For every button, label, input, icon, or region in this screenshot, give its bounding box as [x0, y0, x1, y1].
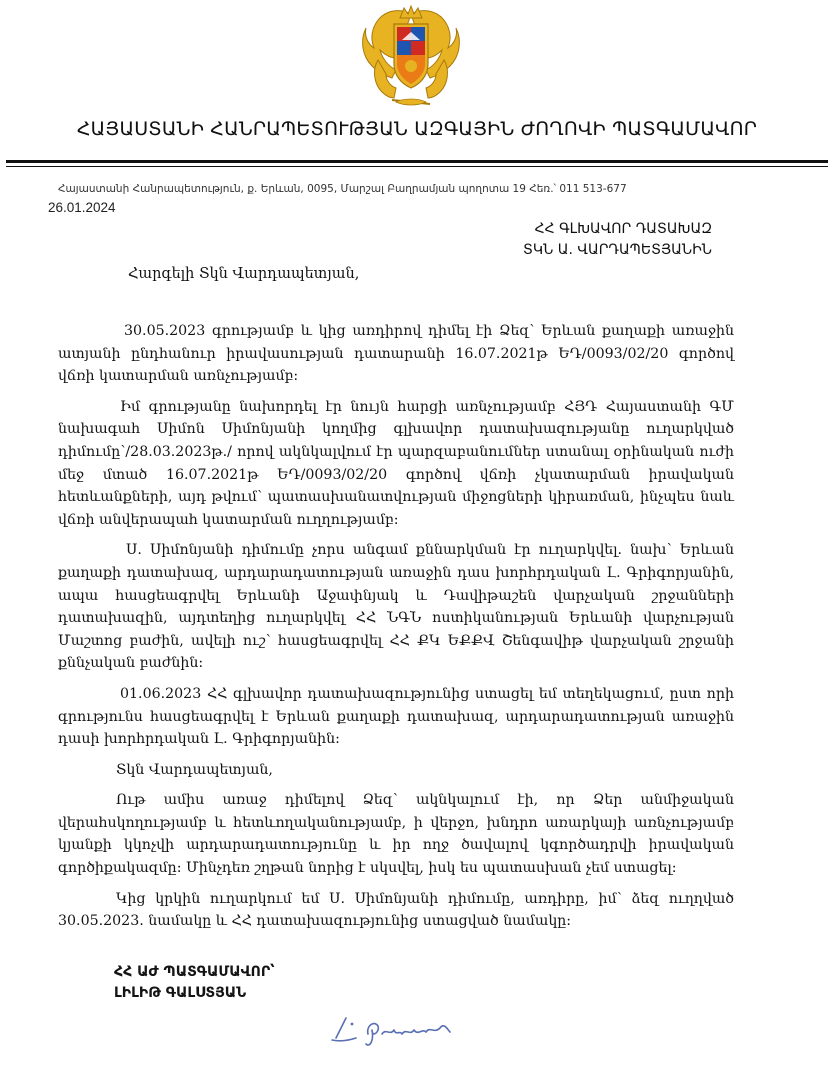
- paragraph: Ութ ամիս առաջ դիմելով Ձեզ՝ ակնկալում էի, որ Ձեր անմիջական վերահսկողությամբ և հետևողականությամբ, ի վերջո, խնդրո առարկայի առնչությամբ կյանքի կկոչվի արդարադատությունը և իր ողջ ծավալով կգործադրվի իրավական գործիքակազմը: Մինչդեռ շղթան նորից է սկսվել, իսկ ես պատասխան չեմ ստացել:: [58, 792, 734, 877]
- paragraph: Տկն Վարդապետյան,: [116, 761, 273, 778]
- salutation: Հարգելի Տկն Վարդապետյան,: [128, 266, 360, 282]
- paragraph: 01.06.2023 ՀՀ գլխավոր դատախազությունից ստացել եմ տեղեկացում, ըստ որի գրությունս հասցեագրվել է Երևան քաղաքի դատախազ, արդարադատության առաջին դասի խորհրդական Լ. Գրիգորյանին:: [58, 685, 734, 748]
- header-divider-thick: [6, 160, 828, 163]
- paragraph: Կից կրկին ուղարկում եմ Ս. Սիմոնյանի դիմումը, առդիրը, իմ՝ ձեզ ուղղված 30.05.2023. նամակը և ՀՀ դատախազությունից ստացված նամակը:: [58, 890, 734, 930]
- letter-date: 26.01.2024: [48, 200, 116, 215]
- letter-body: [58, 320, 734, 933]
- signature-icon: [322, 1008, 482, 1048]
- paragraph: 30.05.2023 գրությամբ և կից առդիրով դիմել էի Ձեզ՝ Երևան քաղաքի առաջին ատյանի ընդհանուր իրավասության դատարանի 16.07.2021թ ԵԴ/0093/02/20 գործով վճռի կատարման առնչությամբ:: [58, 323, 734, 385]
- signer-title: ՀՀ ԱԺ ՊԱՏԳԱՄԱՎՈՐ՝: [114, 964, 275, 980]
- coat-of-arms-icon: [356, 0, 466, 112]
- organization-title: ՀԱՅԱՍՏԱՆԻ ՀԱՆՐԱՊԵՏՈՒԹՅԱՆ ԱԶԳԱՅԻՆ ԺՈՂՈՎԻ ՊԱՏԳԱՄԱՎՈՐ: [76, 118, 758, 140]
- paragraph: Ս. Սիմոնյանի դիմումը չորս անգամ քննարկման էր ուղարկվել. նախ՝ Երևան քաղաքի դատախազ, արդարադատության առաջին դաս խորհրդական Լ. Գրիգորյանին, ապա հասցեագրվել Երևանի Աջափնյակ և Դավիթաշեն վարչական շրջանների դատախազին, այդտեղից ուղարկվել ՀՀ ՆԳՆ ոստիկանության Երևանի վարչության Մաշտոց բաժին, ավելի ուշ՝ հասցեագրվել ՀՀ ՔԿ ԵՔՔՎ Շենգավիթ վարչական շրջանի քննչական բաժնին:: [58, 542, 734, 672]
- paragraph: Իմ գրությանը նախորդել էր նույն հարցի առնչությամբ ՀՅԴ Հայաստանի ԳՄ նախագահ Սիմոն Սիմոնյանի կողմից գլխավոր դատախազությանը ուղարկված դիմումը՝/28.03.2023թ./ որով ակնկալվում էր պարզաբանումներ ստանալ օրինական ուժի մեջ մտած 16.07.2021թ ԵԴ/0093/02/20 գործով վճռի չկատարման իրավական հետևանքների, այդ թվում՝ պատասխանատվության միջոցների կիրառման, ինչպես նաև վճռի անվերապահ կատարման ուղղությամբ:: [58, 398, 734, 528]
- signer-block: [114, 962, 275, 1004]
- recipient-block: [523, 219, 712, 261]
- recipient-name: ՏԿՆ Ա. ՎԱՐԴԱՊԵՏՅԱՆԻՆ: [523, 242, 712, 258]
- signer-name: ԼԻԼԻԹ ԳԱԼՍՏՅԱՆ: [114, 985, 247, 1001]
- header-divider-thin: [6, 166, 828, 167]
- recipient-title: ՀՀ ԳԼԽԱՎՈՐ ԴԱՏԱԽԱԶ: [534, 221, 712, 237]
- address-line: Հայաստանի Հանրապետություն, ք. Երևան, 0095, Մարշալ Բաղրամյան պողոտա 19 Հեռ.՝ 011 513-677: [58, 183, 627, 195]
